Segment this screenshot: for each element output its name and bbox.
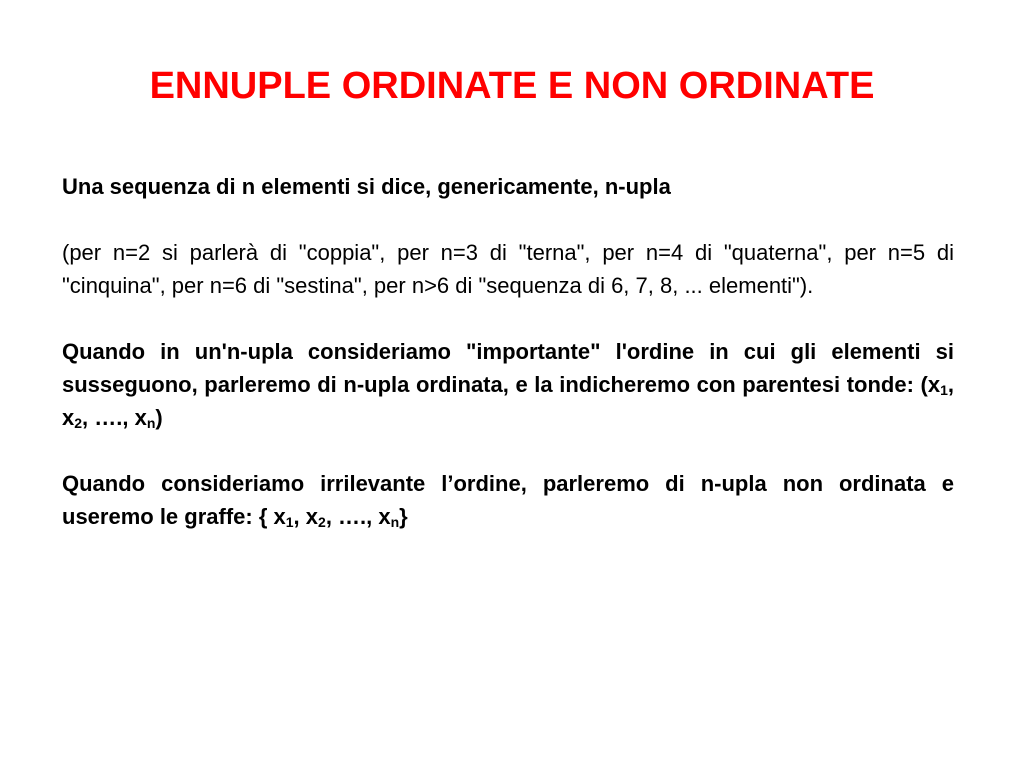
unordered-end: } [399,504,408,529]
paragraph-examples: (per n=2 si parlerà di "coppia", per n=3 di "terna", per n=4 di "quaterna", per n=5 di "cinquina", per n=6 di "sestina", per n>6 di "sequenza di 6, 7, 8, ... elementi"). [62,240,954,298]
paragraph-ordered-tuple [62,335,954,434]
ordered-text: Quando in un'n-upla consideriamo "importante" l'ordine in cui gli elementi si susseguono, parleremo di n-upla ordinata, e la indicheremo con parentesi tonde: (x [62,339,954,397]
ordered-end: ) [155,405,163,430]
slide-body [62,170,954,566]
ordered-sep-1: , x [62,372,954,430]
unordered-sep-1: , x [293,504,319,529]
paragraph-definition: Una sequenza di n elementi si dice, genericamente, n-upla [62,174,671,199]
ordered-sub-2: 2 [74,415,83,431]
ordered-sub-1: 1 [940,382,948,398]
unordered-text: Quando consideriamo irrilevante l’ordine, parleremo di n-upla non ordinata e useremo le graffe: { x [62,471,954,529]
slide-title: ENNUPLE ORDINATE E NON ORDINATE [149,65,875,107]
unordered-sub-n: n [390,514,400,530]
unordered-sub-1: 1 [285,514,294,530]
unordered-sep-2: , …., x [325,504,391,529]
ordered-sep-2: , …., x [82,405,147,430]
paragraph-unordered-tuple [62,467,954,533]
unordered-sub-2: 2 [318,514,326,530]
ordered-sub-n: n [146,415,156,431]
